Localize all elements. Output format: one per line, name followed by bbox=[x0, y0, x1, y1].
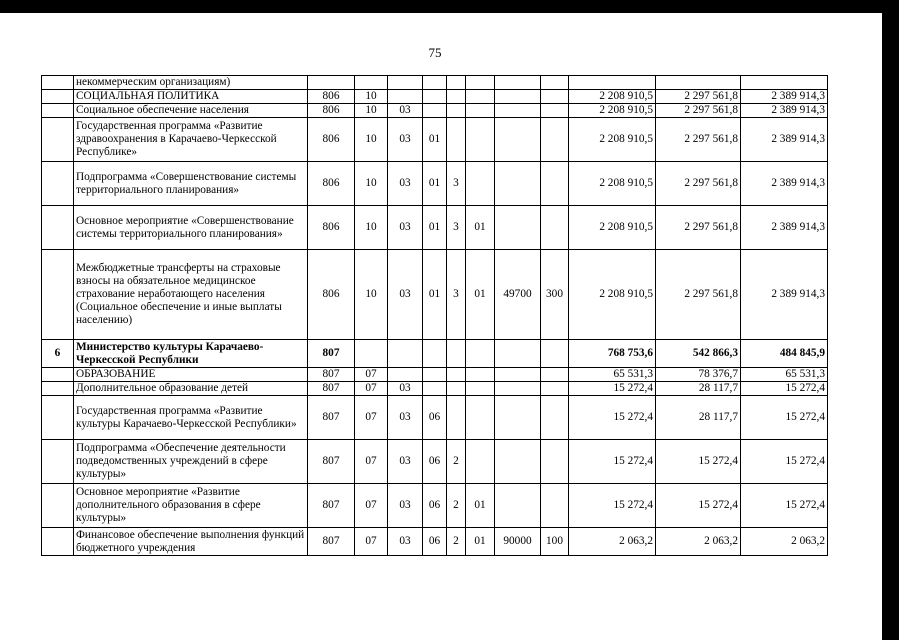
table-row bbox=[42, 528, 828, 556]
activity-code-cell: 01 bbox=[466, 484, 495, 528]
section-code-cell: 10 bbox=[355, 250, 388, 340]
subsection-code-cell: 03 bbox=[388, 104, 423, 118]
row-number-cell bbox=[42, 528, 74, 556]
amount-year1-cell bbox=[569, 76, 656, 90]
subsection-code-cell: 03 bbox=[388, 528, 423, 556]
amount-year1-cell: 2 208 910,5 bbox=[569, 206, 656, 250]
direction-code-cell bbox=[495, 382, 541, 396]
expense-type-cell bbox=[541, 340, 569, 368]
direction-code-cell bbox=[495, 90, 541, 104]
amount-year1-cell: 768 753,6 bbox=[569, 340, 656, 368]
subprogram-code-cell bbox=[447, 90, 466, 104]
table-row bbox=[42, 340, 828, 368]
amount-year3-cell: 15 272,4 bbox=[741, 484, 828, 528]
amount-year2-cell: 15 272,4 bbox=[656, 440, 741, 484]
program-code-cell: 01 bbox=[423, 162, 447, 206]
subsection-code-cell: 03 bbox=[388, 206, 423, 250]
section-code-cell: 07 bbox=[355, 396, 388, 440]
activity-code-cell: 01 bbox=[466, 250, 495, 340]
amount-year3-cell: 2 389 914,3 bbox=[741, 206, 828, 250]
program-code-cell: 06 bbox=[423, 440, 447, 484]
subprogram-code-cell bbox=[447, 118, 466, 162]
table-row bbox=[42, 90, 828, 104]
subsection-code-cell: 03 bbox=[388, 484, 423, 528]
ministry-code-cell: 807 bbox=[308, 528, 355, 556]
row-number-cell bbox=[42, 440, 74, 484]
amount-year2-cell: 2 297 561,8 bbox=[656, 104, 741, 118]
section-code-cell: 07 bbox=[355, 368, 388, 382]
row-number-cell bbox=[42, 104, 74, 118]
subsection-code-cell: 03 bbox=[388, 396, 423, 440]
activity-code-cell bbox=[466, 162, 495, 206]
expense-type-cell bbox=[541, 440, 569, 484]
direction-code-cell: 90000 bbox=[495, 528, 541, 556]
expense-type-cell bbox=[541, 104, 569, 118]
item-name-cell: Финансовое обеспечение выполнения функций бюджетного учреждения bbox=[74, 528, 308, 556]
ministry-code-cell: 806 bbox=[308, 90, 355, 104]
ministry-code-cell: 807 bbox=[308, 484, 355, 528]
activity-code-cell bbox=[466, 382, 495, 396]
program-code-cell bbox=[423, 368, 447, 382]
amount-year1-cell: 15 272,4 bbox=[569, 396, 656, 440]
direction-code-cell bbox=[495, 368, 541, 382]
subprogram-code-cell bbox=[447, 76, 466, 90]
row-number-cell bbox=[42, 76, 74, 90]
activity-code-cell: 01 bbox=[466, 528, 495, 556]
item-name-cell: некоммерческим организациям) bbox=[74, 76, 308, 90]
item-name-cell: СОЦИАЛЬНАЯ ПОЛИТИКА bbox=[74, 90, 308, 104]
section-code-cell: 07 bbox=[355, 382, 388, 396]
row-number-cell bbox=[42, 368, 74, 382]
expense-type-cell bbox=[541, 76, 569, 90]
amount-year1-cell: 2 208 910,5 bbox=[569, 104, 656, 118]
direction-code-cell bbox=[495, 440, 541, 484]
amount-year2-cell: 2 063,2 bbox=[656, 528, 741, 556]
subprogram-code-cell: 2 bbox=[447, 440, 466, 484]
subprogram-code-cell bbox=[447, 340, 466, 368]
amount-year3-cell: 15 272,4 bbox=[741, 440, 828, 484]
table-row bbox=[42, 104, 828, 118]
subprogram-code-cell: 2 bbox=[447, 484, 466, 528]
section-code-cell: 07 bbox=[355, 484, 388, 528]
program-code-cell bbox=[423, 90, 447, 104]
ministry-code-cell: 806 bbox=[308, 162, 355, 206]
expense-type-cell bbox=[541, 162, 569, 206]
activity-code-cell bbox=[466, 118, 495, 162]
program-code-cell: 06 bbox=[423, 396, 447, 440]
row-number-cell bbox=[42, 250, 74, 340]
amount-year3-cell: 15 272,4 bbox=[741, 396, 828, 440]
table-row bbox=[42, 118, 828, 162]
subprogram-code-cell: 3 bbox=[447, 162, 466, 206]
amount-year3-cell: 2 389 914,3 bbox=[741, 250, 828, 340]
amount-year3-cell: 2 389 914,3 bbox=[741, 90, 828, 104]
amount-year1-cell: 15 272,4 bbox=[569, 440, 656, 484]
item-name-cell: Основное мероприятие «Совершенствование системы территориального планирования» bbox=[74, 206, 308, 250]
expense-type-cell: 100 bbox=[541, 528, 569, 556]
item-name-cell: Государственная программа «Развитие здравоохранения в Карачаево-Черкесской Республике» bbox=[74, 118, 308, 162]
amount-year2-cell: 2 297 561,8 bbox=[656, 162, 741, 206]
program-code-cell: 06 bbox=[423, 484, 447, 528]
ministry-code-cell: 807 bbox=[308, 382, 355, 396]
direction-code-cell bbox=[495, 396, 541, 440]
scan-border-right bbox=[882, 0, 899, 640]
expense-type-cell bbox=[541, 368, 569, 382]
item-name-cell: Социальное обеспечение населения bbox=[74, 104, 308, 118]
program-code-cell bbox=[423, 104, 447, 118]
program-code-cell: 01 bbox=[423, 250, 447, 340]
row-number-cell: 6 bbox=[42, 340, 74, 368]
section-code-cell: 07 bbox=[355, 528, 388, 556]
activity-code-cell bbox=[466, 104, 495, 118]
direction-code-cell bbox=[495, 76, 541, 90]
direction-code-cell bbox=[495, 206, 541, 250]
subsection-code-cell: 03 bbox=[388, 118, 423, 162]
table-row bbox=[42, 368, 828, 382]
subsection-code-cell bbox=[388, 76, 423, 90]
row-number-cell bbox=[42, 118, 74, 162]
activity-code-cell bbox=[466, 368, 495, 382]
amount-year1-cell: 2 208 910,5 bbox=[569, 90, 656, 104]
amount-year3-cell bbox=[741, 76, 828, 90]
subsection-code-cell: 03 bbox=[388, 382, 423, 396]
direction-code-cell: 49700 bbox=[495, 250, 541, 340]
section-code-cell: 10 bbox=[355, 118, 388, 162]
amount-year2-cell: 2 297 561,8 bbox=[656, 118, 741, 162]
amount-year1-cell: 15 272,4 bbox=[569, 382, 656, 396]
page-number: 75 bbox=[428, 45, 442, 60]
ministry-code-cell: 806 bbox=[308, 118, 355, 162]
ministry-code-cell: 807 bbox=[308, 368, 355, 382]
section-code-cell: 07 bbox=[355, 440, 388, 484]
program-code-cell: 01 bbox=[423, 118, 447, 162]
amount-year1-cell: 65 531,3 bbox=[569, 368, 656, 382]
subsection-code-cell: 03 bbox=[388, 162, 423, 206]
ministry-code-cell: 807 bbox=[308, 440, 355, 484]
subprogram-code-cell bbox=[447, 382, 466, 396]
activity-code-cell bbox=[466, 90, 495, 104]
table-row bbox=[42, 76, 828, 90]
program-code-cell: 01 bbox=[423, 206, 447, 250]
amount-year3-cell: 2 389 914,3 bbox=[741, 104, 828, 118]
item-name-cell: ОБРАЗОВАНИЕ bbox=[74, 368, 308, 382]
expense-type-cell bbox=[541, 396, 569, 440]
subprogram-code-cell bbox=[447, 368, 466, 382]
subsection-code-cell: 03 bbox=[388, 440, 423, 484]
activity-code-cell bbox=[466, 396, 495, 440]
direction-code-cell bbox=[495, 104, 541, 118]
subsection-code-cell bbox=[388, 90, 423, 104]
section-code-cell bbox=[355, 340, 388, 368]
expense-type-cell bbox=[541, 206, 569, 250]
amount-year2-cell: 28 117,7 bbox=[656, 396, 741, 440]
table-row bbox=[42, 382, 828, 396]
amount-year3-cell: 2 063,2 bbox=[741, 528, 828, 556]
section-code-cell: 10 bbox=[355, 206, 388, 250]
amount-year3-cell: 65 531,3 bbox=[741, 368, 828, 382]
amount-year1-cell: 2 063,2 bbox=[569, 528, 656, 556]
item-name-cell: Подпрограмма «Совершенствование системы территориального планирования» bbox=[74, 162, 308, 206]
item-name-cell: Подпрограмма «Обеспечение деятельности подведомственных учреждений в сфере культуры» bbox=[74, 440, 308, 484]
item-name-cell: Государственная программа «Развитие культуры Карачаево-Черкесской Республики» bbox=[74, 396, 308, 440]
amount-year1-cell: 15 272,4 bbox=[569, 484, 656, 528]
subsection-code-cell bbox=[388, 368, 423, 382]
expense-type-cell bbox=[541, 118, 569, 162]
row-number-cell bbox=[42, 382, 74, 396]
amount-year2-cell: 28 117,7 bbox=[656, 382, 741, 396]
section-code-cell bbox=[355, 76, 388, 90]
program-code-cell bbox=[423, 340, 447, 368]
subprogram-code-cell: 2 bbox=[447, 528, 466, 556]
amount-year1-cell: 2 208 910,5 bbox=[569, 250, 656, 340]
ministry-code-cell: 806 bbox=[308, 104, 355, 118]
activity-code-cell: 01 bbox=[466, 206, 495, 250]
amount-year2-cell bbox=[656, 76, 741, 90]
table-row bbox=[42, 250, 828, 340]
direction-code-cell bbox=[495, 162, 541, 206]
expense-type-cell bbox=[541, 90, 569, 104]
ministry-code-cell: 806 bbox=[308, 250, 355, 340]
item-name-cell: Министерство культуры Карачаево-Черкесской Республики bbox=[74, 340, 308, 368]
amount-year2-cell: 15 272,4 bbox=[656, 484, 741, 528]
item-name-cell: Основное мероприятие «Развитие дополнительного образования в сфере культуры» bbox=[74, 484, 308, 528]
direction-code-cell bbox=[495, 340, 541, 368]
program-code-cell bbox=[423, 76, 447, 90]
ministry-code-cell bbox=[308, 76, 355, 90]
program-code-cell: 06 bbox=[423, 528, 447, 556]
amount-year1-cell: 2 208 910,5 bbox=[569, 162, 656, 206]
amount-year3-cell: 15 272,4 bbox=[741, 382, 828, 396]
expense-type-cell bbox=[541, 382, 569, 396]
row-number-cell bbox=[42, 484, 74, 528]
table-row bbox=[42, 206, 828, 250]
direction-code-cell bbox=[495, 484, 541, 528]
program-code-cell bbox=[423, 382, 447, 396]
scan-border-top bbox=[0, 0, 899, 13]
amount-year2-cell: 542 866,3 bbox=[656, 340, 741, 368]
budget-table bbox=[41, 75, 828, 556]
amount-year3-cell: 2 389 914,3 bbox=[741, 118, 828, 162]
subsection-code-cell bbox=[388, 340, 423, 368]
row-number-cell bbox=[42, 162, 74, 206]
amount-year3-cell: 484 845,9 bbox=[741, 340, 828, 368]
amount-year2-cell: 2 297 561,8 bbox=[656, 206, 741, 250]
activity-code-cell bbox=[466, 340, 495, 368]
ministry-code-cell: 806 bbox=[308, 206, 355, 250]
item-name-cell: Межбюджетные трансферты на страховые взносы на обязательное медицинское страхование неработающего населения (Социальное обеспечение и иные выплаты населению) bbox=[74, 250, 308, 340]
expense-type-cell bbox=[541, 484, 569, 528]
row-number-cell bbox=[42, 90, 74, 104]
expense-type-cell: 300 bbox=[541, 250, 569, 340]
section-code-cell: 10 bbox=[355, 104, 388, 118]
activity-code-cell bbox=[466, 440, 495, 484]
subprogram-code-cell bbox=[447, 396, 466, 440]
subsection-code-cell: 03 bbox=[388, 250, 423, 340]
section-code-cell: 10 bbox=[355, 162, 388, 206]
amount-year2-cell: 78 376,7 bbox=[656, 368, 741, 382]
amount-year1-cell: 2 208 910,5 bbox=[569, 118, 656, 162]
ministry-code-cell: 807 bbox=[308, 396, 355, 440]
row-number-cell bbox=[42, 396, 74, 440]
subprogram-code-cell: 3 bbox=[447, 250, 466, 340]
subprogram-code-cell: 3 bbox=[447, 206, 466, 250]
ministry-code-cell: 807 bbox=[308, 340, 355, 368]
section-code-cell: 10 bbox=[355, 90, 388, 104]
activity-code-cell bbox=[466, 76, 495, 90]
amount-year3-cell: 2 389 914,3 bbox=[741, 162, 828, 206]
subprogram-code-cell bbox=[447, 104, 466, 118]
row-number-cell bbox=[42, 206, 74, 250]
item-name-cell: Дополнительное образование детей bbox=[74, 382, 308, 396]
table-row bbox=[42, 162, 828, 206]
amount-year2-cell: 2 297 561,8 bbox=[656, 90, 741, 104]
table-row bbox=[42, 440, 828, 484]
table-row bbox=[42, 396, 828, 440]
direction-code-cell bbox=[495, 118, 541, 162]
amount-year2-cell: 2 297 561,8 bbox=[656, 250, 741, 340]
table-row bbox=[42, 484, 828, 528]
